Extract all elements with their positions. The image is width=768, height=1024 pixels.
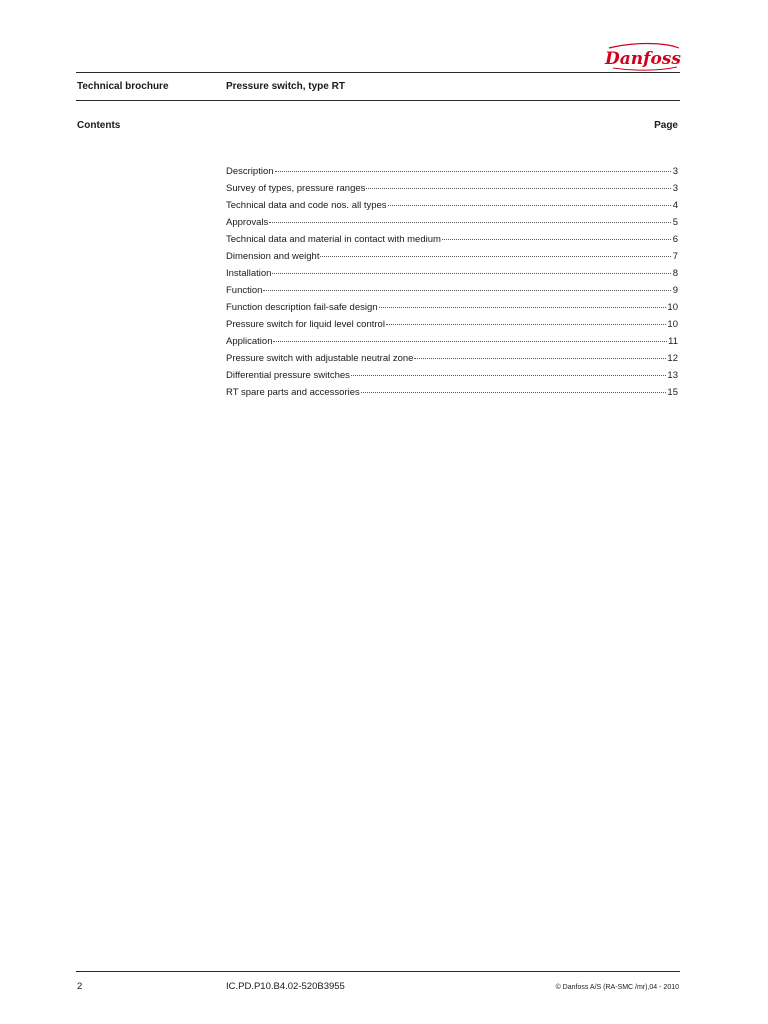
toc-dot-leader — [263, 290, 671, 291]
toc-dot-leader — [366, 188, 671, 189]
toc-dot-leader — [275, 171, 671, 172]
toc-entry-page: 13 — [667, 370, 678, 381]
header-bottom-rule — [76, 100, 680, 101]
toc-dot-leader — [442, 239, 671, 240]
toc-entry[interactable] — [226, 180, 678, 197]
doc-title: Pressure switch, type RT — [226, 81, 345, 92]
toc-entry-page: 3 — [672, 183, 678, 194]
doc-type-label: Technical brochure — [77, 81, 169, 92]
toc-dot-leader — [273, 341, 667, 342]
svg-text:Danfoss: Danfoss — [605, 49, 681, 69]
footer-rule — [76, 971, 680, 972]
toc-entry-page: 15 — [667, 387, 678, 398]
toc-entry[interactable] — [226, 265, 678, 282]
toc-entry[interactable] — [226, 282, 678, 299]
toc-entry-title: Technical data and material in contact with medium — [226, 234, 441, 245]
toc-entry-title: Survey of types, pressure ranges — [226, 183, 366, 194]
toc-entry-page: 4 — [672, 200, 678, 211]
toc-dot-leader — [388, 205, 671, 206]
toc-entry[interactable] — [226, 384, 678, 401]
toc-entry-page: 5 — [672, 217, 678, 228]
toc-entry[interactable] — [226, 231, 678, 248]
toc-entry-page: 9 — [672, 285, 678, 296]
toc-entry-title: Dimension and weight — [226, 251, 320, 262]
toc-entry-page: 11 — [668, 336, 678, 347]
toc-dot-leader — [351, 375, 667, 376]
toc-entry-title: Function description fail-safe design — [226, 302, 378, 313]
toc-dot-leader — [272, 273, 671, 274]
toc-entry-page: 10 — [667, 302, 678, 313]
page-column-heading: Page — [654, 120, 678, 131]
toc-entry-page: 12 — [667, 353, 678, 364]
toc-entry[interactable] — [226, 214, 678, 231]
toc-entry-title: Pressure switch with adjustable neutral zone — [226, 353, 414, 364]
toc-entry-title: Function — [226, 285, 263, 296]
toc-entry[interactable] — [226, 367, 678, 384]
toc-entry-page: 8 — [672, 268, 678, 279]
toc-entry-title: Description — [226, 166, 274, 177]
toc-entry[interactable] — [226, 316, 678, 333]
toc-entry-title: Technical data and code nos. all types — [226, 200, 387, 211]
danfoss-logo-mark — [603, 40, 683, 74]
toc-dot-leader — [320, 256, 671, 257]
toc-entry-page: 3 — [672, 166, 678, 177]
toc-entry[interactable] — [226, 333, 678, 350]
toc-entry-title: Approvals — [226, 217, 269, 228]
toc-entry-page: 7 — [672, 251, 678, 262]
toc-entry[interactable] — [226, 163, 678, 180]
copyright-notice: © Danfoss A/S (RA-SMC /mr),04 - 2010 — [555, 984, 679, 991]
toc-entry-title: Differential pressure switches — [226, 370, 350, 381]
toc-dot-leader — [414, 358, 666, 359]
danfoss-logo — [603, 40, 683, 74]
contents-heading: Contents — [77, 120, 121, 131]
page-number: 2 — [77, 981, 83, 992]
toc-dot-leader — [269, 222, 671, 223]
toc-entry-title: Installation — [226, 268, 272, 279]
document-code: IC.PD.P10.B4.02-520B3955 — [226, 981, 345, 992]
toc-entry[interactable] — [226, 197, 678, 214]
header-top-rule — [76, 72, 680, 73]
toc-dot-leader — [361, 392, 667, 393]
toc-entry[interactable] — [226, 299, 678, 316]
toc-entry[interactable] — [226, 248, 678, 265]
toc-dot-leader — [386, 324, 666, 325]
toc-entry-title: Application — [226, 336, 273, 347]
toc-dot-leader — [379, 307, 667, 308]
table-of-contents — [226, 163, 678, 401]
toc-entry[interactable] — [226, 350, 678, 367]
toc-entry-page: 10 — [667, 319, 678, 330]
toc-entry-title: Pressure switch for liquid level control — [226, 319, 385, 330]
toc-entry-title: RT spare parts and accessories — [226, 387, 360, 398]
toc-entry-page: 6 — [672, 234, 678, 245]
